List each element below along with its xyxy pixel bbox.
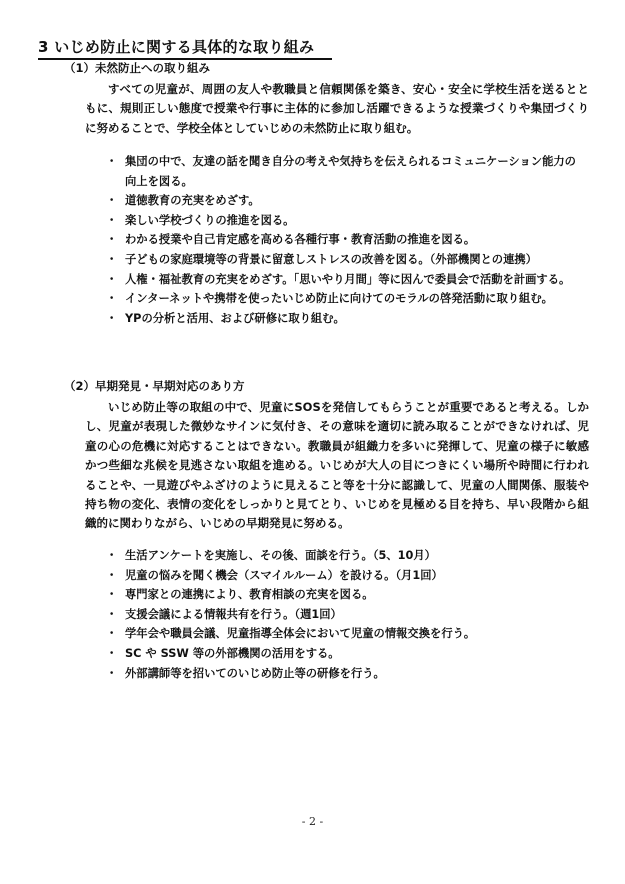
list-item xyxy=(106,191,586,211)
list-item-text: 支援会議による情報共有を行う。（週1回） xyxy=(125,607,342,621)
page-number: - 2 - xyxy=(301,815,324,828)
list-item xyxy=(106,624,586,644)
bullet-marker: ・ xyxy=(106,311,118,325)
list-item-text: SC や SSW 等の外部機関の活用をする。 xyxy=(125,646,340,660)
prevention-paragraph: すべての児童が、周囲の友人や教職員と信頼関係を築き、安心・安全に学校生活を送るとともに、規則正しい態度で授業や行事に主体的に参加し活躍できるような授業づくりや集団づくりに努めることで、学校全体としていじめの未然防止に取り組む。 xyxy=(85,82,589,135)
list-item-text: 外部講師等を招いてのいじめ防止等の研修を行う。 xyxy=(125,666,385,680)
list-item-text: 楽しい学校づくりの推進を図る。 xyxy=(125,213,295,227)
prevention-heading: （1）未然防止への取り組み xyxy=(64,61,211,75)
list-item-text: わかる授業や自己肯定感を高める各種行事・教育活動の推進を図る。 xyxy=(125,233,476,247)
early-detection-paragraph: いじめ防止等の取組の中で、児童にSOSを発信してもらうことが重要であると考える。しかし、児童が表現した微妙なサインに気付き、その意味を適切に読み取ることができなければ、児童の心の危機に対応することはできない。教職員が組織力を多いに発揮して、児童の様子に敏感かつ些細な兆候を見逃さない取組を進める。いじめが大人の目につきにくい場所や時間に行われることや、一見遊びやふざけのように見えること等を十分に認識して、児童の人間関係、服装や持ち物の変化、表情の変化をしっかりと見てとり、いじめを見極める目を持ち、早い段階から組織的に関わりながら、いじめの早期発見に努める。 xyxy=(85,400,589,531)
list-item xyxy=(106,289,586,309)
section-title: 3 いじめ防止に関する具体的な取り組み xyxy=(38,36,332,60)
list-item xyxy=(106,270,586,290)
bullet-marker: ・ xyxy=(106,252,118,266)
list-item-text: 道徳教育の充実をめざす。 xyxy=(125,194,260,208)
bullet-marker: ・ xyxy=(106,666,118,680)
bullet-marker: ・ xyxy=(106,213,118,227)
bullet-marker: ・ xyxy=(106,627,118,641)
list-item xyxy=(106,605,586,625)
list-item-text: 人権・福祉教育の充実をめざす。「思いやり月間」等に因んで委員会で活動を計画する。 xyxy=(125,272,571,286)
early-detection-list xyxy=(106,546,586,683)
bullet-marker: ・ xyxy=(106,292,118,306)
bullet-marker: ・ xyxy=(106,568,118,582)
list-item xyxy=(106,644,586,664)
list-item xyxy=(106,664,586,684)
list-item-text: YPの分析と活用、および研修に取り組む。 xyxy=(125,311,345,325)
bullet-marker: ・ xyxy=(106,588,118,602)
prevention-list xyxy=(106,152,586,328)
list-item xyxy=(106,230,586,250)
list-item xyxy=(106,309,586,329)
list-item-text: インターネットや携帯を使ったいじめ防止に向けてのモラルの啓発活動に取り組む。 xyxy=(125,292,553,306)
early-detection-heading: （2）早期発見・早期対応のあり方 xyxy=(64,379,245,393)
list-item-text: 学年会や職員会議、児童指導全体会において児童の情報交換を行う。 xyxy=(125,627,476,641)
list-item xyxy=(106,566,586,586)
list-item-text: 子どもの家庭環境等の背景に留意しストレスの改善を図る。（外部機関との連携） xyxy=(125,252,537,266)
bullet-marker: ・ xyxy=(106,233,118,247)
bullet-marker: ・ xyxy=(106,155,118,168)
list-item-text: 集団の中で、友達の話を聞き自分の考えや気持ちを伝えられるコミュニケーション能力の向上を図る。 xyxy=(125,155,576,188)
list-item xyxy=(106,211,586,231)
bullet-marker: ・ xyxy=(106,272,118,286)
bullet-marker: ・ xyxy=(106,607,118,621)
bullet-marker: ・ xyxy=(106,549,118,562)
bullet-marker: ・ xyxy=(106,646,118,660)
list-item xyxy=(106,250,586,270)
bullet-marker: ・ xyxy=(106,194,118,208)
list-item xyxy=(106,152,586,191)
list-item-text: 専門家との連携により、教育相談の充実を図る。 xyxy=(125,588,374,602)
list-item xyxy=(106,546,586,566)
list-item xyxy=(106,585,586,605)
list-item-text: 生活アンケートを実施し、その後、面談を行う。（5、10月） xyxy=(125,549,436,562)
list-item-text: 児童の悩みを聞く機会（スマイルルーム）を設ける。（月1回） xyxy=(125,568,443,582)
